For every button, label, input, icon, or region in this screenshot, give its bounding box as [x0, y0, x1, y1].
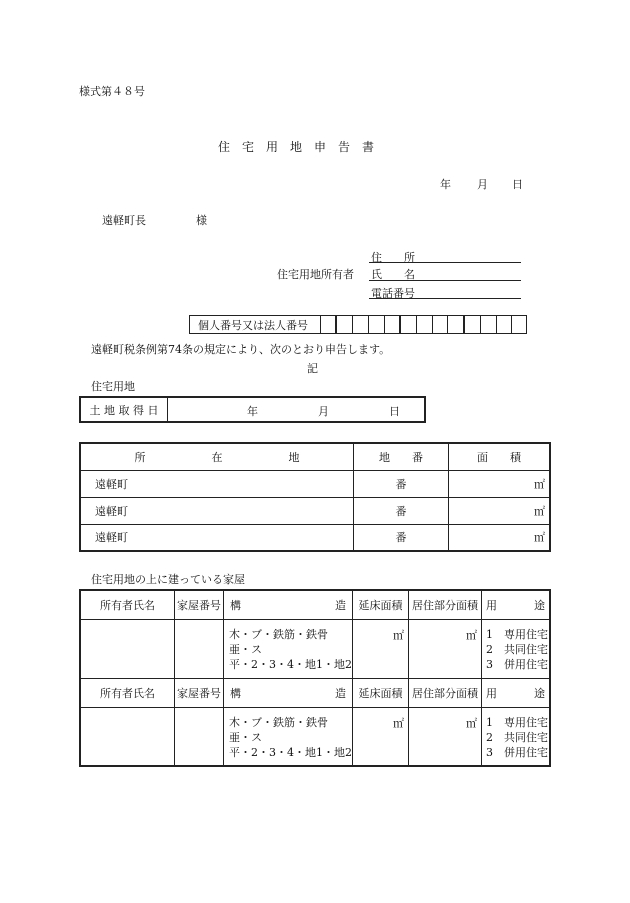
house-owner-cell[interactable] — [80, 619, 175, 678]
acquisition-date-table — [79, 396, 426, 423]
land-row-lot[interactable]: 番 — [354, 470, 449, 497]
house-header-structure: 構 造 — [224, 678, 353, 707]
house-usage-cell[interactable]: 1 専用住宅 2 共同住宅 3 併用住宅 — [482, 619, 551, 678]
house-table — [79, 589, 551, 767]
house-floor-area-cell[interactable]: ㎡ — [353, 619, 409, 678]
land-row-town[interactable]: 遠軽町 — [80, 470, 354, 497]
date-day: 日 — [512, 178, 523, 191]
house-header-floor-area: 延床面積 — [353, 678, 409, 707]
house-living-area-cell[interactable]: ㎡ — [409, 619, 482, 678]
statement-text: 遠軽町税条例第74条の規定により、次のとおり申告します。 — [91, 343, 391, 356]
house-owner-cell[interactable] — [80, 707, 175, 766]
house-number-cell[interactable] — [175, 707, 224, 766]
house-header-house-no: 家屋番号 — [175, 678, 224, 707]
acquisition-day: 日 — [389, 404, 400, 418]
acquisition-month: 月 — [318, 404, 329, 418]
owner-address-field[interactable] — [369, 262, 521, 263]
owner-phone-label: 電話番号 — [371, 287, 415, 300]
land-row-town[interactable]: 遠軽町 — [80, 524, 354, 551]
land-row-lot[interactable]: 番 — [354, 497, 449, 524]
personal-number-label: 個人番号又は法人番号 — [198, 319, 308, 332]
house-header-living-area: 居住部分面積 — [409, 590, 482, 619]
land-header-lot: 地 番 — [354, 443, 449, 470]
ki-heading: 記 — [307, 362, 318, 375]
land-section-title: 住宅用地 — [91, 380, 135, 393]
house-header-structure: 構 造 — [224, 590, 353, 619]
date-month: 月 — [477, 178, 488, 191]
land-row-area[interactable]: ㎡ — [449, 524, 551, 551]
house-header-house-no: 家屋番号 — [175, 590, 224, 619]
owner-name-label: 氏 名 — [371, 268, 415, 281]
page-title: 住 宅 用 地 申 告 書 — [218, 140, 375, 154]
table-row — [80, 497, 550, 524]
personal-number-box — [189, 315, 527, 334]
house-header-owner: 所有者氏名 — [80, 678, 175, 707]
land-row-lot[interactable]: 番 — [354, 524, 449, 551]
house-structure-cell[interactable]: 木・ブ・鉄筋・鉄骨 亜・ス 平・2・3・4・地1・地2 — [224, 619, 353, 678]
land-row-area[interactable]: ㎡ — [449, 470, 551, 497]
land-table — [79, 442, 551, 552]
house-header-living-area: 居住部分面積 — [409, 678, 482, 707]
acquisition-label: 土 地 取 得 日 — [80, 397, 168, 422]
house-header-floor-area: 延床面積 — [353, 590, 409, 619]
house-structure-cell[interactable]: 木・ブ・鉄筋・鉄骨 亜・ス 平・2・3・4・地1・地2 — [224, 707, 353, 766]
land-row-area[interactable]: ㎡ — [449, 497, 551, 524]
house-floor-area-cell[interactable]: ㎡ — [353, 707, 409, 766]
table-row — [80, 470, 550, 497]
land-header-area: 面 積 — [449, 443, 551, 470]
house-section-title: 住宅用地の上に建っている家屋 — [91, 573, 245, 586]
date-year: 年 — [440, 178, 451, 191]
addressee-honorific: 様 — [196, 214, 207, 227]
house-header-usage: 用 途 — [482, 590, 551, 619]
acquisition-date-field[interactable] — [168, 397, 426, 422]
house-number-cell[interactable] — [175, 619, 224, 678]
land-header-location: 所 在 地 — [80, 443, 354, 470]
owner-role-label: 住宅用地所有者 — [277, 268, 354, 281]
form-number: 様式第４８号 — [79, 85, 145, 98]
land-row-town[interactable]: 遠軽町 — [80, 497, 354, 524]
owner-address-label: 住 所 — [371, 251, 415, 264]
house-living-area-cell[interactable]: ㎡ — [409, 707, 482, 766]
table-row — [80, 524, 550, 551]
acquisition-year: 年 — [247, 404, 258, 418]
house-header-usage: 用 途 — [482, 678, 551, 707]
addressee-name: 遠軽町長 — [102, 214, 146, 227]
house-usage-cell[interactable]: 1 専用住宅 2 共同住宅 3 併用住宅 — [482, 707, 551, 766]
house-header-owner: 所有者氏名 — [80, 590, 175, 619]
table-row — [80, 619, 550, 678]
owner-name-field[interactable] — [369, 280, 521, 281]
table-row — [80, 707, 550, 766]
owner-phone-field[interactable] — [369, 298, 521, 299]
